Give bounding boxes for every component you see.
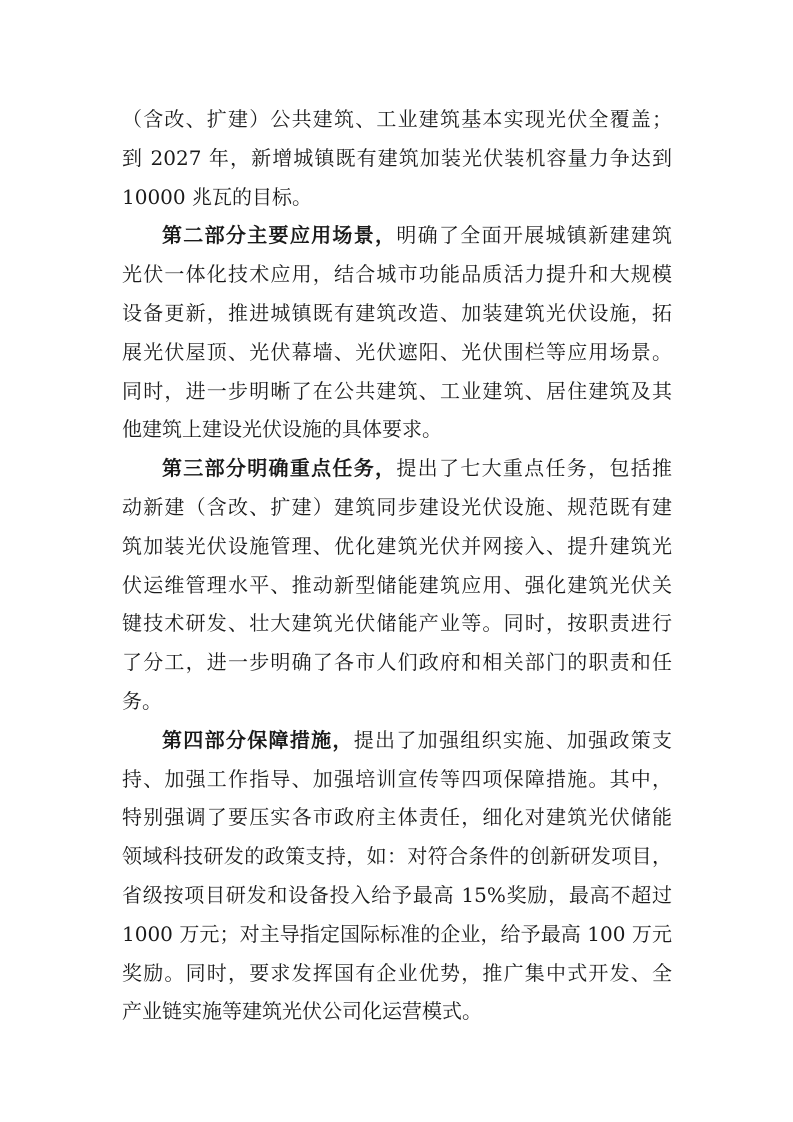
text-line — [122, 449, 672, 488]
text-fragment: 明确了全面开展城镇新建建筑 — [396, 223, 672, 248]
text-line: 省级按项目研发和设备投入给予最高 15%奖励，最高不超过 — [122, 882, 672, 907]
text-line: 持、加强工作指导、加强培训宣传等四项保障措施。其中， — [122, 766, 672, 791]
text-line: 设备更新，推进城镇既有建筑改造、加装建筑光伏设施，拓 — [122, 300, 672, 325]
text-line: 了分工，进一步明确了各市人们政府和相关部门的职责和任 — [122, 650, 672, 675]
document-body — [122, 100, 672, 1031]
paragraph-p1 — [122, 100, 672, 216]
text-line — [122, 721, 672, 760]
text-line: 奖励。同时，要求发挥国有企业优势，推广集中式开发、全 — [122, 960, 672, 985]
paragraph-p2 — [122, 216, 672, 449]
text-line: 同时，进一步明晰了在公共建筑、工业建筑、居住建筑及其 — [122, 378, 672, 403]
text-line: 筑加装光伏设施管理、优化建筑光伏并网接入、提升建筑光 — [122, 533, 672, 558]
paragraph-p3 — [122, 449, 672, 721]
text-line: 特别强调了要压实各市政府主体责任，细化对建筑光伏储能 — [122, 805, 672, 830]
text-line: 动新建（含改、扩建）建筑同步建设光伏设施、规范既有建 — [122, 494, 672, 519]
paragraph-p4 — [122, 721, 672, 1031]
text-fragment: 提出了七大重点任务，包括推 — [396, 456, 672, 481]
text-line: 光伏一体化技术应用，结合城市功能品质活力提升和大规模 — [122, 262, 672, 287]
text-line — [122, 216, 672, 255]
text-line: 10000 兆瓦的目标。 — [122, 184, 312, 209]
text-line: 领域科技研发的政策支持，如：对符合条件的创新研发项目， — [122, 844, 672, 869]
text-line: 他建筑上建设光伏设施的具体要求。 — [122, 417, 442, 442]
text-line: （含改、扩建）公共建筑、工业建筑基本实现光伏全覆盖； — [122, 107, 672, 131]
text-fragment: 提出了加强组织实施、加强政策支 — [353, 727, 672, 752]
section-heading: 第三部分明确重点任务， — [162, 456, 397, 481]
text-line: 1000 万元；对主导指定国际标准的企业，给予最高 100 万元 — [122, 921, 672, 946]
section-heading: 第二部分主要应用场景， — [162, 223, 397, 248]
text-line: 务。 — [122, 688, 162, 713]
text-line: 展光伏屋顶、光伏幕墙、光伏遮阳、光伏围栏等应用场景。 — [122, 339, 672, 364]
text-line: 伏运维管理水平、推动新型储能建筑应用、强化建筑光伏关 — [122, 572, 672, 597]
text-line: 产业链实施等建筑光伏公司化运营模式。 — [122, 999, 482, 1024]
section-heading: 第四部分保障措施， — [162, 727, 354, 752]
text-line: 到 2027 年，新增城镇既有建筑加装光伏装机容量力争达到 — [122, 145, 672, 170]
text-line: 键技术研发、壮大建筑光伏储能产业等。同时，按职责进行 — [122, 611, 672, 636]
